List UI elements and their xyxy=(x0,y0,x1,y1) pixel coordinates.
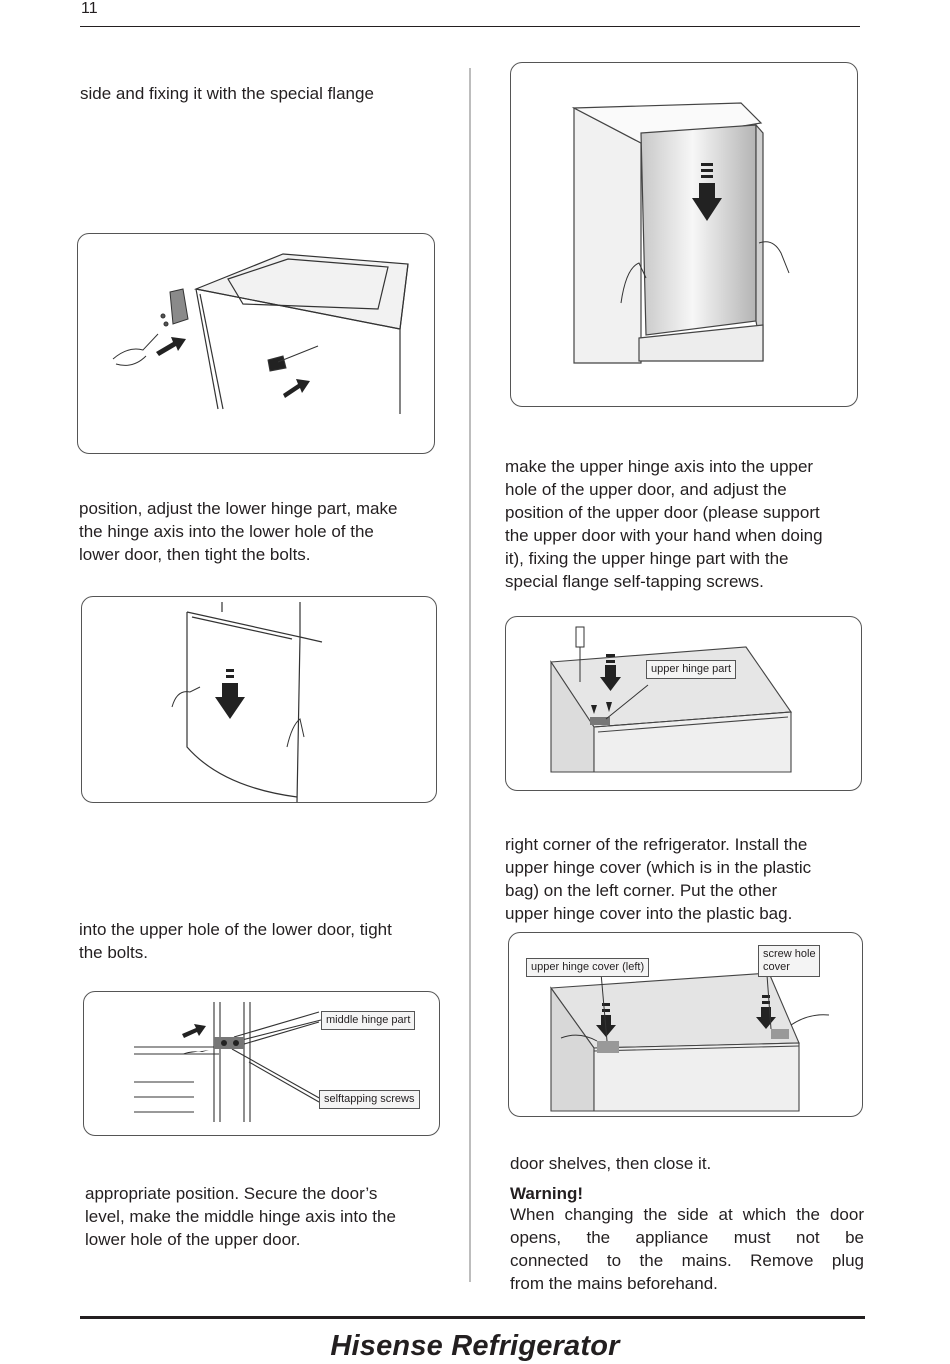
text-line: the upper door with your hand when doing xyxy=(505,526,823,545)
right-paragraph-1 xyxy=(505,455,823,593)
text-line: upper hinge cover (which is in the plastic xyxy=(505,858,812,877)
callout-upper-hinge-cover-left: upper hinge cover (left) xyxy=(526,958,649,977)
warning-text xyxy=(510,1203,864,1295)
text-line: lower hole of the upper door. xyxy=(85,1230,301,1249)
text-line: the bolts. xyxy=(79,943,148,962)
warning-heading xyxy=(510,1182,583,1205)
left-paragraph-3 xyxy=(79,918,392,964)
text-line: it), fixing the upper hinge part with the xyxy=(505,549,789,568)
figure-upper-door xyxy=(510,62,858,407)
column-divider xyxy=(469,68,471,1282)
text-line: connected to the mains. Remove plug xyxy=(510,1251,864,1270)
text-line: bag) on the left corner. Put the other xyxy=(505,881,778,900)
warning-title: Warning! xyxy=(510,1184,584,1203)
figure-lower-door xyxy=(81,596,437,803)
text-line: into the upper hole of the lower door, tight xyxy=(79,920,392,939)
figure-upper-hinge xyxy=(505,616,862,791)
top-rule xyxy=(80,26,860,27)
right-paragraph-2 xyxy=(505,833,811,925)
bottom-rule xyxy=(80,1316,865,1319)
text-line: lower door, then tight the bolts. xyxy=(79,545,311,564)
text-line: right corner of the refrigerator. Install the xyxy=(505,835,808,854)
figure-hinge-cover xyxy=(508,932,863,1117)
illustration-upper-hinge xyxy=(506,617,861,790)
illustration-lower-hinge xyxy=(78,234,434,453)
left-paragraph-1 xyxy=(80,82,374,105)
brand-footer: Hisense Refrigerator xyxy=(330,1330,620,1362)
text-line: appropriate position. Secure the door’s xyxy=(85,1184,378,1203)
left-paragraph-4 xyxy=(85,1182,396,1251)
illustration-lower-door xyxy=(82,597,436,802)
text-line: make the upper hinge axis into the upper xyxy=(505,457,814,476)
text-line: When changing the side at which the door xyxy=(510,1205,864,1224)
text-line: special flange self-tapping screws. xyxy=(505,572,764,591)
callout-screw-hole-cover xyxy=(758,945,820,977)
callout-line: screw hole xyxy=(763,948,816,960)
text-line: hole of the upper door, and adjust the xyxy=(505,480,787,499)
page-number: 11 xyxy=(81,0,98,17)
left-paragraph-2 xyxy=(79,497,397,566)
callout-line: cover xyxy=(763,961,790,973)
figure-lower-hinge xyxy=(77,233,435,454)
text-line: the hinge axis into the lower hole of the xyxy=(79,522,374,541)
callout-selftapping-screws: selftapping screws xyxy=(319,1090,420,1109)
text-line: side and fixing it with the special flange xyxy=(80,84,374,103)
text-line: opens, the appliance must not be xyxy=(510,1228,864,1247)
text-line: door shelves, then close it. xyxy=(510,1154,712,1173)
callout-upper-hinge-part: upper hinge part xyxy=(646,660,736,679)
illustration-upper-door xyxy=(511,63,857,406)
text-line: level, make the middle hinge axis into the xyxy=(85,1207,396,1226)
text-line: position, adjust the lower hinge part, make xyxy=(79,499,398,518)
callout-middle-hinge-part: middle hinge part xyxy=(321,1011,415,1030)
text-line: position of the upper door (please support xyxy=(505,503,820,522)
right-paragraph-3 xyxy=(510,1152,711,1175)
text-line: upper hinge cover into the plastic bag. xyxy=(505,904,793,923)
text-line: from the mains beforehand. xyxy=(510,1274,718,1293)
figure-middle-hinge xyxy=(83,991,440,1136)
